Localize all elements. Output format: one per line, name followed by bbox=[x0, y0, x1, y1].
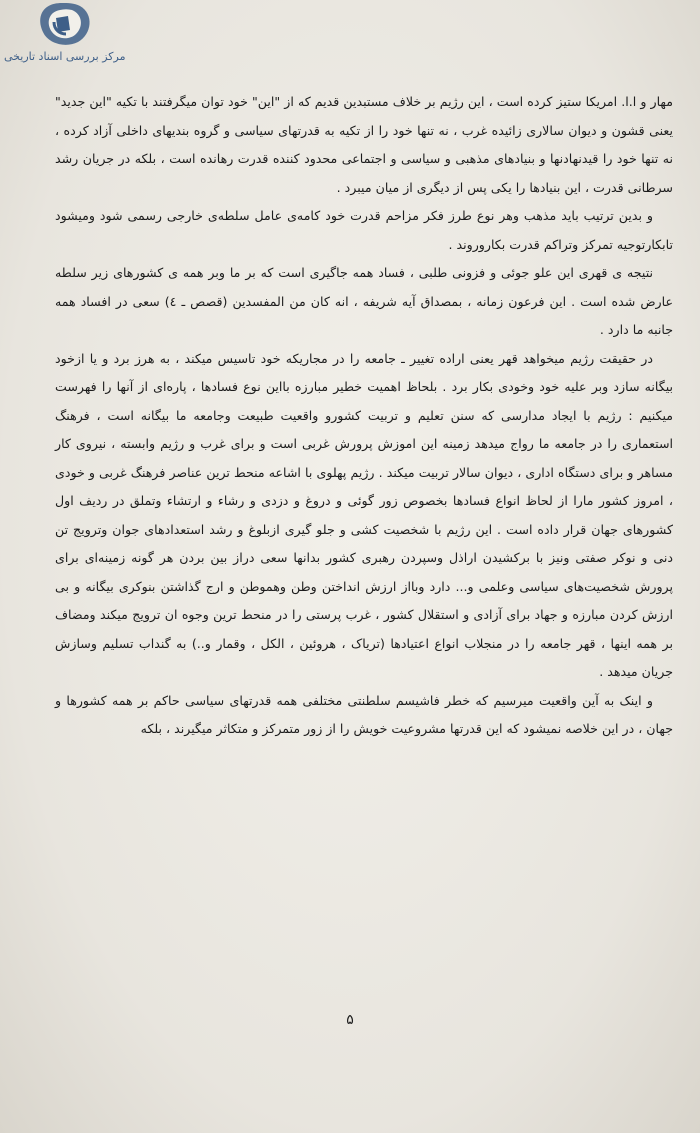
archive-logo-icon bbox=[10, 0, 96, 52]
paragraph-3: نتیجه ی قهری این علو جوئی و فزونی طلبی ، فساد همه جاگیری است که بر ما وبر همه ی کشورهای زیر سلطه عارض شده است . این فرعون زمانه ، بمصداق آیه شریفه ، انه کان من المفسدین (قصص ـ ٤) سعی در افساد همه جانبه ما دارد . bbox=[55, 265, 673, 337]
paragraph-2: و بدین ترتیب باید مذهب وهر نوع طرز فکر مزاحم قدرت خود کامه‌ی عامل سلطه‌ی خارجی رسمی شود ومیشود تابکارتوجیه تمرکز وتراکم قدرت بکاروروند . bbox=[55, 208, 673, 252]
paragraph-4: در حقیقت رژیم میخواهد قهر یعنی اراده تغییر ـ جامعه را در مجاریکه خود تاسیس میکند ، به هرز برد و یا ازخود بیگانه سازد وبر علیه خود وخودی بکار برد . بلحاظ اهمیت خطیر مبارزه بااین نوع فسادها ، پاره‌ای از آنها را فهرست میکنیم : رژیم با ایجاد مدارسی که سنن تعلیم و تربیت کشورو واقعیت طبیعت وجامعه ما بیگانه است ، فرهنگ استعماری را در جامعه ما رواج میدهد زمینه این اموزش پرورش غربی است و برای غرب و رژیم وابسته ، نیروی کار مساهر و برای دستگاه اداری ، دیوان سالار تربیت میکند . رژیم پهلوی با اشاعه منحط ترین عناصر فرهنگ غربی و خودی ، امروز کشور مارا از لحاظ انواع فسادها بخصوص زور گوئی و دروغ و دزدی و رشاء و ارتشاء وتملق در ردیف اول کشورهای جهان قرار داده است . این رژیم با شخصیت کشی و جلو گیری ازبلوغ و رشد استعدادهای جوان وترویج تن دنی و نوکر صفتی ونیز با برکشیدن اراذل وسپردن رهبری کشور بدانها سعی دراز بین بردن هر گونه زمینه‌ای برای پرورش شخصیت‌های سیاسی وعلمی و... دارد وبااز ارزش انداختن وطن وهموطن و ارج گذاشتن بنوکری بیگانه و بی ارزش کردن مبارزه و جهاد برای آزادی و استقلال کشور ، غرب پرستی را در منحط ترین وجوه ان ترویج میکند ومضاف بر همه اینها ، قهر جامعه را در منجلاب انواع اعتیادها (تریاک ، هروئین ، الکل ، وقمار و..) به گنداب تسلیم وسازش جریان میدهد . bbox=[55, 350, 673, 679]
paragraph-5: و اینک به آین واقعیت میرسیم که خطر فاشیسم سلطنتی مختلفی همه قدرتهای سیاسی حاکم بر همه کشورها و جهان ، در این خلاصه نمیشود که این قدرتها مشروعیت خویش را از زور متمرکز و متکاثر میگیرند ، بلکه bbox=[55, 692, 673, 736]
paragraph-1: مهار و ا.ا. امریکا ستیز کرده است ، این رژیم بر خلاف مستبدین قدیم که از "این" خود توان میگرفتند با تکیه "این جدید" یعنی قشون و دیوان سالاری زائیده غرب ، نه تنها خود را از تکیه به قدرتهای سیاسی و گروه بندیهای داخلی آزاد کرده ، نه تنها خود را قیدنهادنها و بنیادهای مذهبی و سیاسی و اجتماعی محدود کننده قدرت رهانده است ، بلکه در جریان رشد سرطانی قدرت ، این بنیادها را یکی پس از دیگری از میان میبرد . bbox=[55, 94, 673, 195]
page-number: ۵ bbox=[346, 1012, 354, 1028]
archive-logo-caption: مرکز بررسی اسناد تاریخی bbox=[4, 50, 126, 63]
document-body bbox=[55, 88, 673, 744]
